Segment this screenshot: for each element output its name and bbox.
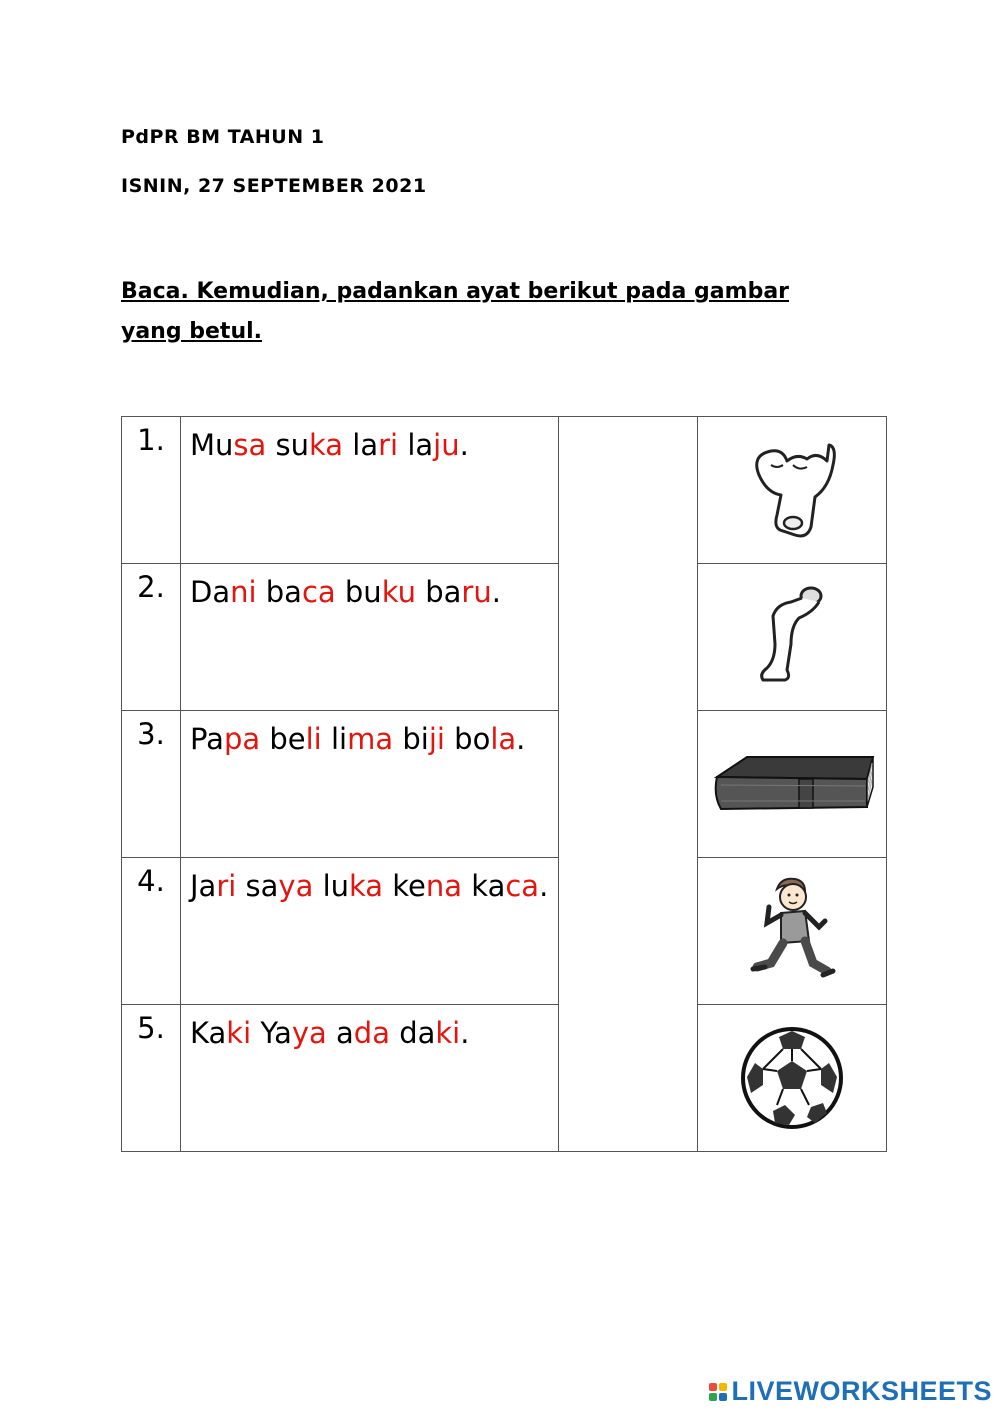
picture-cell[interactable] <box>698 564 887 711</box>
row-number: 3. <box>122 711 181 858</box>
highlighted-syllable: ca <box>505 869 540 903</box>
highlighted-syllable: li <box>305 722 322 756</box>
row-number: 5. <box>122 1005 181 1152</box>
highlighted-syllable: na <box>425 869 463 903</box>
sentence-1 <box>181 417 559 564</box>
picture-cell[interactable] <box>698 711 887 858</box>
highlighted-syllable: ju <box>433 428 460 462</box>
book-icon <box>707 749 877 819</box>
table-row <box>122 564 887 711</box>
sentence-5 <box>181 1005 559 1152</box>
syllable: Ja <box>190 869 217 903</box>
highlighted-syllable: ji <box>428 722 445 756</box>
highlighted-syllable: ku <box>381 575 416 609</box>
row-number: 2. <box>122 564 181 711</box>
table-row <box>122 1005 887 1152</box>
syllable: ke <box>383 869 426 903</box>
sentence-2 <box>181 564 559 711</box>
matching-table <box>121 416 887 1152</box>
instruction-text: Baca. Kemudian, padankan ayat berikut pada gambar yang betul. <box>121 279 790 344</box>
syllable: su <box>266 428 310 462</box>
syllable: bi <box>393 722 429 756</box>
syllable: . <box>539 869 549 903</box>
highlighted-syllable: ka <box>349 869 384 903</box>
highlighted-syllable: ki <box>226 1016 252 1050</box>
sentence-4 <box>181 858 559 1005</box>
syllable: Ya <box>251 1016 292 1050</box>
syllable: a <box>326 1016 354 1050</box>
liveworksheets-brand <box>709 1376 992 1407</box>
picture-cell[interactable] <box>698 417 887 564</box>
picture-cell[interactable] <box>698 858 887 1005</box>
worksheet-title: PdPR BM TAHUN 1 <box>121 126 325 148</box>
liveworksheets-logo-icon <box>709 1383 727 1401</box>
syllable: . <box>491 575 501 609</box>
leg-icon <box>747 582 837 692</box>
table-row <box>122 417 887 564</box>
highlighted-syllable: pa <box>223 722 261 756</box>
syllable: Da <box>190 575 231 609</box>
worksheet-date: ISNIN, 27 SEPTEMBER 2021 <box>121 175 427 197</box>
highlighted-syllable: ya <box>291 1016 327 1050</box>
syllable: . <box>516 722 526 756</box>
highlighted-syllable: ma <box>347 722 394 756</box>
highlighted-syllable: ca <box>301 575 336 609</box>
syllable: da <box>389 1016 436 1050</box>
highlighted-syllable: ri <box>216 869 237 903</box>
table-row <box>122 858 887 1005</box>
syllable: lu <box>313 869 350 903</box>
syllable: ka <box>462 869 506 903</box>
highlighted-syllable: ri <box>378 428 399 462</box>
matching-area[interactable] <box>559 417 698 1152</box>
finger-icon <box>737 435 847 545</box>
row-number: 4. <box>122 858 181 1005</box>
syllable: ba <box>415 575 462 609</box>
syllable: sa <box>236 869 279 903</box>
row-number: 1. <box>122 417 181 564</box>
picture-cell[interactable] <box>698 1005 887 1152</box>
highlighted-syllable: la <box>490 722 517 756</box>
syllable: la <box>343 428 379 462</box>
syllable: bu <box>335 575 382 609</box>
table-row <box>122 711 887 858</box>
syllable: bo <box>444 722 491 756</box>
syllable: . <box>460 1016 470 1050</box>
syllable: Ka <box>190 1016 227 1050</box>
syllable: li <box>321 722 348 756</box>
syllable: . <box>459 428 469 462</box>
syllable: Pa <box>190 722 224 756</box>
running-boy-icon <box>747 871 837 991</box>
highlighted-syllable: ka <box>309 428 344 462</box>
syllable: be <box>260 722 306 756</box>
highlighted-syllable: sa <box>233 428 267 462</box>
highlighted-syllable: da <box>353 1016 390 1050</box>
syllable: Mu <box>190 428 234 462</box>
highlighted-syllable: ya <box>278 869 314 903</box>
highlighted-syllable: ru <box>461 575 492 609</box>
highlighted-syllable: ki <box>435 1016 461 1050</box>
sentence-3 <box>181 711 559 858</box>
syllable: la <box>398 428 434 462</box>
syllable: ba <box>256 575 302 609</box>
highlighted-syllable: ni <box>230 575 257 609</box>
soccer-ball-icon <box>737 1023 847 1133</box>
brand-name: LIVEWORKSHEETS <box>731 1376 992 1406</box>
